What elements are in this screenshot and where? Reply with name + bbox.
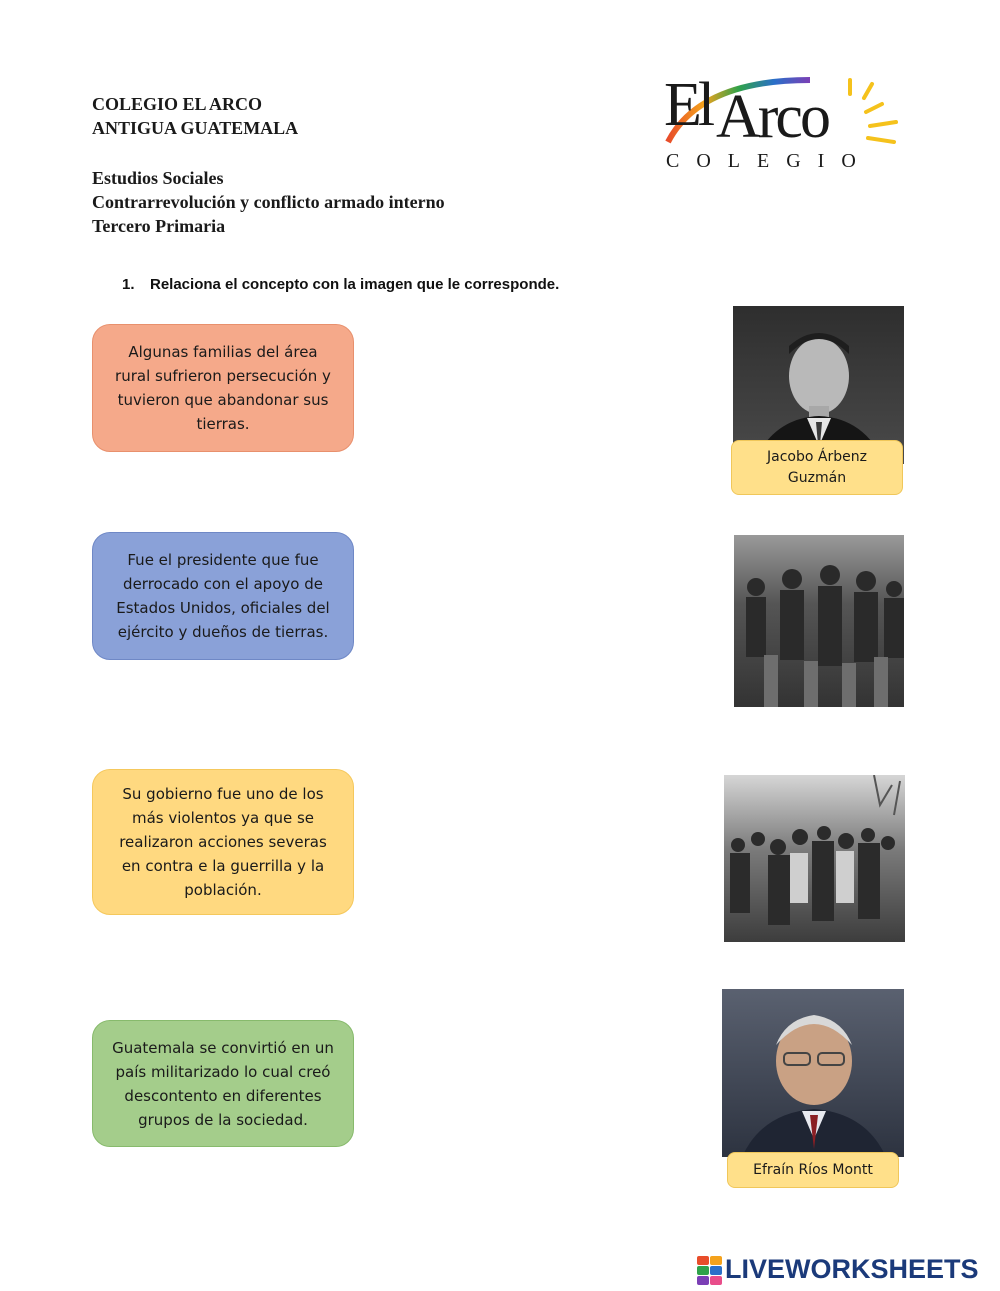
subject-title: Estudios Sociales — [92, 168, 224, 188]
school-city: ANTIGUA GUATEMALA — [92, 118, 299, 138]
logo-el-text: El — [664, 71, 712, 139]
photo-portrait-rios-montt[interactable] — [722, 989, 904, 1157]
photo-label-arbenz-text: Jacobo Árbenz Guzmán — [767, 448, 867, 486]
concept-card-1[interactable] — [92, 324, 354, 452]
concept-text-1: Algunas familias del área rural sufrieron persecución y tuvieron que abandonar sus tierras. — [115, 343, 331, 433]
liveworksheets-brand-text: LIVEWORKSHEETS — [725, 1254, 979, 1284]
school-header — [92, 92, 298, 140]
soldiers-icon — [734, 535, 904, 707]
instruction-text: Relaciona el concepto con la imagen que le corresponde. — [150, 276, 560, 293]
school-name: COLEGIO EL ARCO — [92, 94, 263, 114]
liveworksheets-logo-icon — [697, 1256, 721, 1284]
school-logo — [660, 70, 910, 180]
crowd-icon — [724, 775, 905, 942]
concept-card-2[interactable] — [92, 532, 354, 660]
grade-title: Tercero Primaria — [92, 216, 226, 236]
topic-title: Contrarrevolución y conflicto armado interno — [92, 192, 445, 212]
photo-crowd[interactable] — [724, 775, 905, 942]
concept-text-2: Fue el presidente que fue derrocado con el apoyo de Estados Unidos, oficiales del ejército y dueños de tierras. — [116, 551, 330, 641]
photo-soldiers-marching[interactable] — [734, 535, 904, 707]
photo-label-rios-montt-text: Efraín Ríos Montt — [753, 1161, 873, 1178]
course-header — [92, 166, 445, 238]
portrait-elderly-man-icon — [722, 989, 904, 1157]
photo-label-rios-montt — [727, 1152, 899, 1188]
instruction — [122, 276, 559, 293]
photo-label-arbenz — [731, 440, 903, 495]
concept-card-4[interactable] — [92, 1020, 354, 1147]
logo-colegio-text: COLEGIO — [666, 150, 873, 172]
concept-card-3[interactable] — [92, 769, 354, 915]
concept-text-3: Su gobierno fue uno de los más violentos ya que se realizaron acciones severas en contra e la guerrilla y la población. — [119, 785, 327, 899]
concept-text-4: Guatemala se convirtió en un país militarizado lo cual creó descontento en diferentes grupos de la sociedad. — [112, 1038, 334, 1129]
liveworksheets-brand[interactable] — [697, 1254, 979, 1285]
instruction-number: 1. — [122, 276, 135, 293]
logo-arco-text: Arco — [716, 83, 828, 151]
